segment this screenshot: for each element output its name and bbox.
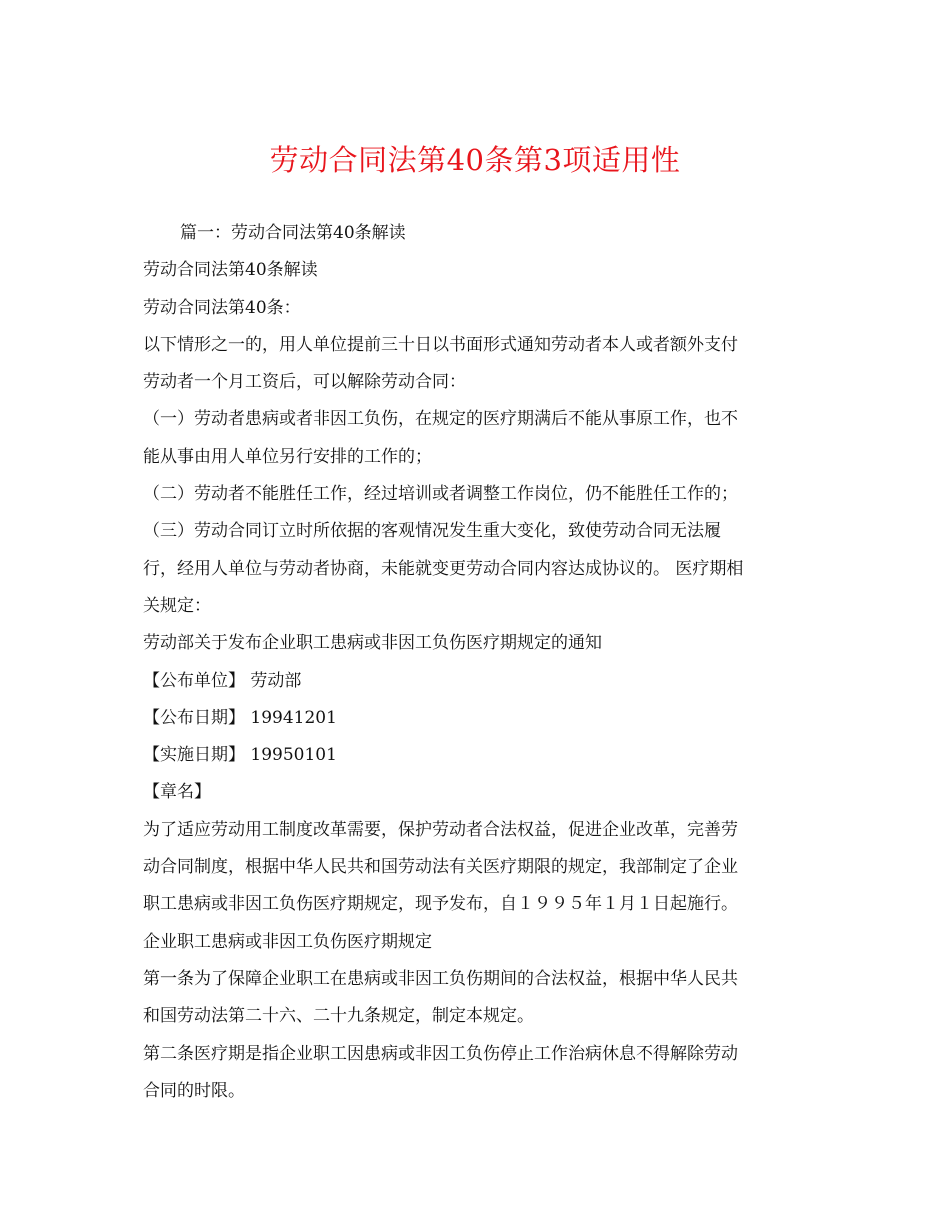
text-line: 【公布单位】 劳动部 <box>143 670 302 691</box>
text-line: 【章名】 <box>143 782 211 803</box>
text-line: （三）劳动合同订立时所依据的客观情况发生重大变化，致使劳动合同无法履 <box>143 521 721 542</box>
text-line: 以下情形之一的，用人单位提前三十日以书面形式通知劳动者本人或者额外支付 <box>143 334 738 355</box>
text-line: 动合同制度，根据中华人民共和国劳动法有关医疗期限的规定，我部制定了企业 <box>143 857 738 878</box>
text-line: 能从事由用人单位另行安排的工作的； <box>143 446 432 467</box>
text-line: 劳动合同法第40条解读 <box>143 260 318 281</box>
text-line: 第二条医疗期是指企业职工因患病或非因工负伤停止工作治病休息不得解除劳动 <box>143 1043 738 1064</box>
section-heading: 篇一：劳动合同法第40条解读 <box>180 223 406 243</box>
text-line: 【公布日期】 19941201 <box>143 707 337 728</box>
text-line: 企业职工患病或非因工负伤医疗期规定 <box>143 931 432 952</box>
text-line: 【实施日期】 19950101 <box>143 745 337 766</box>
text-line: 劳动部关于发布企业职工患病或非因工负伤医疗期规定的通知 <box>143 633 602 654</box>
text-line: 为了适应劳动用工制度改革需要，保护劳动者合法权益，促进企业改革，完善劳 <box>143 819 738 840</box>
text-line: 行，经用人单位与劳动者协商，未能就变更劳动合同内容达成协议的。 医疗期相 <box>143 558 744 579</box>
text-line: 第一条为了保障企业职工在患病或非因工负伤期间的合法权益，根据中华人民共 <box>143 968 738 989</box>
text-line: （二）劳动者不能胜任工作，经过培训或者调整工作岗位，仍不能胜任工作的； <box>143 484 738 505</box>
text-line: 关规定： <box>143 595 211 616</box>
text-line: 劳动合同法第40条： <box>143 297 301 318</box>
text-line: 和国劳动法第二十六、二十九条规定，制定本规定。 <box>143 1006 534 1027</box>
text-line: （一）劳动者患病或者非因工负伤，在规定的医疗期满后不能从事原工作，也不 <box>143 409 738 430</box>
text-line: 劳动者一个月工资后，可以解除劳动合同： <box>143 372 466 393</box>
text-line: 合同的时限。 <box>143 1080 245 1101</box>
document-title: 劳动合同法第40条第3项适用性 <box>269 143 681 177</box>
document-body <box>143 215 811 1110</box>
text-line: 职工患病或非因工负伤医疗期规定，现予发布，自１９９５年１月１日起施行。 <box>143 894 738 915</box>
